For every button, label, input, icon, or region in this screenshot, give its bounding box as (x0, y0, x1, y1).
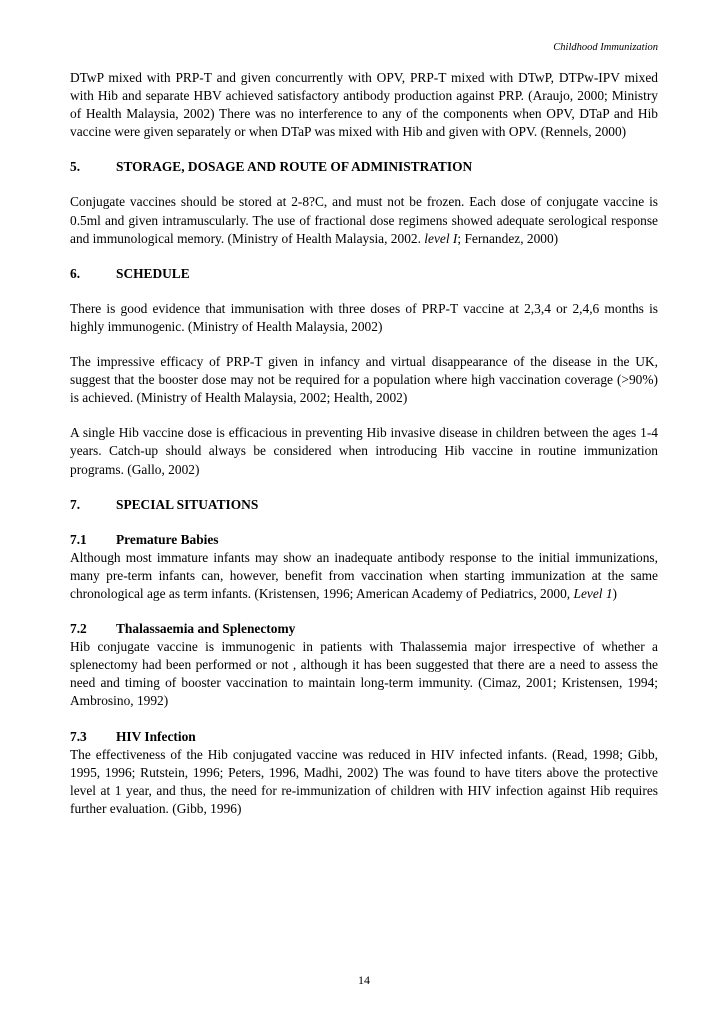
paragraph-text: Although most immature infants may show an inadequate antibody response to the initial immunizations, many pre-term infants can, however, benefit from vaccination when starting immunization at the same chronological age as term infants. (Kristensen, 1996; American Academy of Pediatrics, 2000, (70, 549, 658, 601)
subsection-number: 7.2 (70, 621, 87, 637)
subsection-7-2-heading (70, 620, 658, 638)
section-5-paragraph (70, 193, 658, 247)
paragraph-text: Conjugate vaccines should be stored at 2-8?C, and must not be frozen. Each dose of conjugate vaccine is 0.5ml and given intramuscularly. The use of fractional dose regimens showed adequate serological response and immunological memory. (Ministry of Health Malaysia, 2002. (70, 194, 658, 246)
section-title: SPECIAL SITUATIONS (116, 496, 259, 512)
subsection-title: HIV Infection (116, 728, 196, 744)
subsection-title: Premature Babies (116, 531, 219, 547)
subsection-7-1-paragraph (70, 549, 658, 603)
subsection-7-3-paragraph: The effectiveness of the Hib conjugated vaccine was reduced in HIV infected infants. (Read, 1998; Gibb, 1995, 1996; Rutstein, 1996; Peters, 1996, Madhi, 2002) The was found to have titers above the protective level at 1 year, and thus, the need for re-immunization of children with HIV infection against Hib requires further evaluation. (Gibb, 1996) (70, 746, 658, 816)
section-number: 6. (70, 265, 81, 281)
page-number: 14 (358, 973, 370, 987)
subsection-7-3-heading (70, 728, 658, 746)
section-number: 7. (70, 496, 81, 512)
paragraph-text-end: ) (612, 585, 618, 601)
section-title: SCHEDULE (116, 265, 190, 281)
running-header: Childhood Immunization (553, 42, 658, 53)
page-content (70, 69, 658, 835)
section-7-heading (70, 496, 658, 514)
section-6-heading (70, 265, 658, 283)
section-number: 5. (70, 159, 81, 175)
paragraph-text-end: ; Fernandez, 2000) (457, 230, 559, 246)
section-title: STORAGE, DOSAGE AND ROUTE OF ADMINISTRATION (116, 159, 473, 175)
subsection-7-2-paragraph: Hib conjugate vaccine is immunogenic in patients with Thalassemia major irrespective of whether a splenectomy had been performed or not , although it has been suggested that there are a need to assess the need and timing of booster vaccination to maintain long-term immunity. (Cimaz, 2001; Kristensen, 1994; Ambrosino, 1992) (70, 639, 658, 709)
intro-paragraph: DTwP mixed with PRP-T and given concurrently with OPV, PRP-T mixed with DTwP, DTPw-IPV mixed with Hib and separate HBV achieved satisfactory antibody production against PRP. (Araujo, 2000; Ministry of Health Malaysia, 2002) There was no interference to any of the components when OPV, DTaP and Hib vaccine were given separately or when DTaP was mixed with Hib and given with OPV. (Rennels, 2000) (70, 70, 658, 140)
subsection-7-1-heading (70, 531, 658, 549)
subsection-number: 7.1 (70, 531, 87, 547)
evidence-level: Level 1 (573, 585, 613, 601)
section-6-paragraph-2: The impressive efficacy of PRP-T given in infancy and virtual disappearance of the disease in the UK, suggest that the booster dose may not be required for a population where high vaccination coverage (>90%) is achieved. (Ministry of Health Malaysia, 2002; Health, 2002) (70, 354, 658, 406)
evidence-level: level I (424, 230, 458, 246)
subsection-title: Thalassaemia and Splenectomy (116, 621, 296, 637)
section-6-paragraph-1: There is good evidence that immunisation with three doses of PRP-T vaccine at 2,3,4 or 2,4,6 months is highly immunogenic. (Ministry of Health Malaysia, 2002) (70, 300, 658, 334)
section-5-heading (70, 158, 658, 176)
subsection-number: 7.3 (70, 728, 87, 744)
section-6-paragraph-3: A single Hib vaccine dose is efficacious in preventing Hib invasive disease in children between the ages 1-4 years. Catch-up should always be considered when introducing Hib vaccine in routine immunization programs. (Gallo, 2002) (70, 425, 658, 477)
